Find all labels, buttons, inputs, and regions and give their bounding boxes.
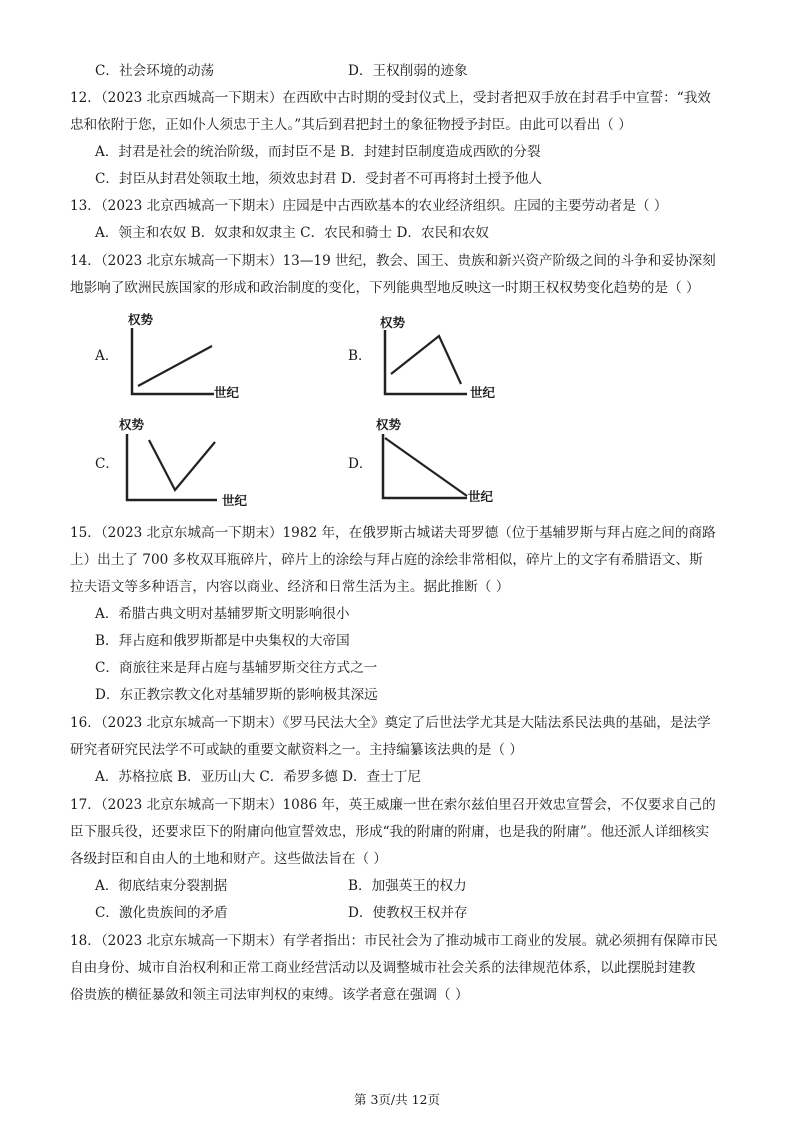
page-footer: 第 3页/共 12页 xyxy=(353,1092,441,1107)
q12-options-cd: C．封臣从封君处领取土地，须效忠封君 D．受封者不可再将封土授予他人 xyxy=(95,171,543,187)
q18-stem-line1: 18．（2023 北京东城高一下期末）有学者指出：市民社会为了推动城市工商业的发展。就必须拥有保障市民 xyxy=(70,933,718,949)
graph-a xyxy=(130,328,220,404)
q17-option-c: C．激化贵族间的矛盾 xyxy=(95,905,228,921)
q15-stem-line3: 拉夫语文等多种语言，内容以商业、经济和日常生活为主。据此推断（ ） xyxy=(70,579,510,595)
q15-stem-line2: 上）出土了 700 多枚双耳瓶碎片，碎片上的涂绘与拜占庭的涂绘非常相似，碎片上的文字有希腊语文、斯 xyxy=(70,552,703,568)
graph-c-ylabel: 权势 xyxy=(119,417,145,432)
q17-stem-line3: 各级封臣和自由人的土地和财产。这些做法旨在（ ） xyxy=(70,851,387,867)
q15-option-a: A．希腊古典文明对基辅罗斯文明影响很小 xyxy=(95,606,350,622)
q16-stem-line1: 16．（2023 北京东城高一下期末）《罗马民法大全》奠定了后世法学尤其是大陆法系民法典的基础，是法学 xyxy=(70,715,711,731)
q17-stem-line1: 17．（2023 北京东城高一下期末）1086 年，英王威廉一世在索尔兹伯里召开效忠宣誓会，不仅要求自己的 xyxy=(70,797,716,813)
q17-option-b: B．加强英王的权力 xyxy=(348,878,467,894)
graph-a-ylabel: 权势 xyxy=(128,312,154,327)
q11-option-d: D．王权削弱的迹象 xyxy=(348,63,468,79)
q12-options-ab: A．封君是社会的统治阶级，而封臣不是 B．封建封臣制度造成西欧的分裂 xyxy=(95,144,541,160)
graph-b-ylabel: 权势 xyxy=(380,315,406,330)
q15-option-c: C．商旅往来是拜占庭与基辅罗斯交往方式之一 xyxy=(95,660,378,676)
q14-label-b: B． xyxy=(348,348,372,364)
q18-stem-line2: 自由身份、城市自治权利和正常工商业经营活动以及调整城市社会关系的法律规范体系，以此摆脱封建教 xyxy=(70,960,696,976)
graph-d-xlabel: 世纪 xyxy=(468,489,494,504)
q15-option-b: B．拜占庭和俄罗斯都是中央集权的大帝国 xyxy=(95,633,350,649)
q15-option-d: D．东正教宗教文化对基辅罗斯的影响极其深远 xyxy=(95,687,378,703)
q15-stem-line1: 15．（2023 北京东城高一下期末）1982 年，在俄罗斯古城诺夫哥罗德（位于基辅罗斯与拜占庭之间的商路 xyxy=(70,525,716,541)
q17-option-a: A．彻底结束分裂割据 xyxy=(95,878,228,894)
q12-stem-line2: 忠和依附于您，正如仆人须忠于主人。”其后到君把封土的象征物授予封臣。由此可以看出（ ） xyxy=(70,117,632,133)
q11-option-c: C．社会环境的动荡 xyxy=(95,63,215,79)
q14-stem-line1: 14．（2023 北京东城高一下期末）13—19 世纪，教会、国王、贵族和新兴资产阶级之间的斗争和妥协深刻 xyxy=(70,253,716,269)
q13-options: A．领主和农奴 B．奴隶和奴隶主 C．农民和骑士 D．农民和农奴 xyxy=(95,225,489,241)
q14-stem-line2: 地影响了欧洲民族国家的形成和政治制度的变化，下列能典型地反映这一时期王权权势变化趋势的是（ ） xyxy=(70,280,700,296)
q13-stem: 13．（2023 北京西城高一下期末）庄园是中古西欧基本的农业经济组织。庄园的主要劳动者是（ ） xyxy=(70,198,668,214)
q16-options: A．苏格拉底 B．亚历山大 C．希罗多德 D．查士丁尼 xyxy=(95,769,421,785)
q14-label-a: A． xyxy=(95,348,119,364)
q14-label-d: D． xyxy=(348,456,373,472)
graph-a-xlabel: 世纪 xyxy=(214,385,240,400)
graph-c xyxy=(125,434,225,510)
q17-stem-line2: 臣下服兵役，还要求臣下的附庸向他宣誓效忠，形成“我的附庸的附庸，也是我的附庸”。他还派人详细核实 xyxy=(70,824,710,840)
graph-d xyxy=(381,434,476,510)
q17-option-d: D．使教权王权并存 xyxy=(348,905,468,921)
graph-c-xlabel: 世纪 xyxy=(222,493,248,508)
graph-b-xlabel: 世纪 xyxy=(470,385,496,400)
q14-label-c: C． xyxy=(95,456,119,472)
q12-stem-line1: 12．（2023 北京西城高一下期末）在西欧中古时期的受封仪式上，受封者把双手放在封君手中宣誓：“我效 xyxy=(70,90,711,106)
graph-b xyxy=(383,330,473,406)
q18-stem-line3: 俗贵族的横征暴敛和领主司法审判权的束缚。该学者意在强调（ ） xyxy=(70,987,469,1003)
graph-d-ylabel: 权势 xyxy=(376,417,402,432)
q16-stem-line2: 研究者研究民法学不可或缺的重要文献资料之一。主持编纂该法典的是（ ） xyxy=(70,742,523,758)
